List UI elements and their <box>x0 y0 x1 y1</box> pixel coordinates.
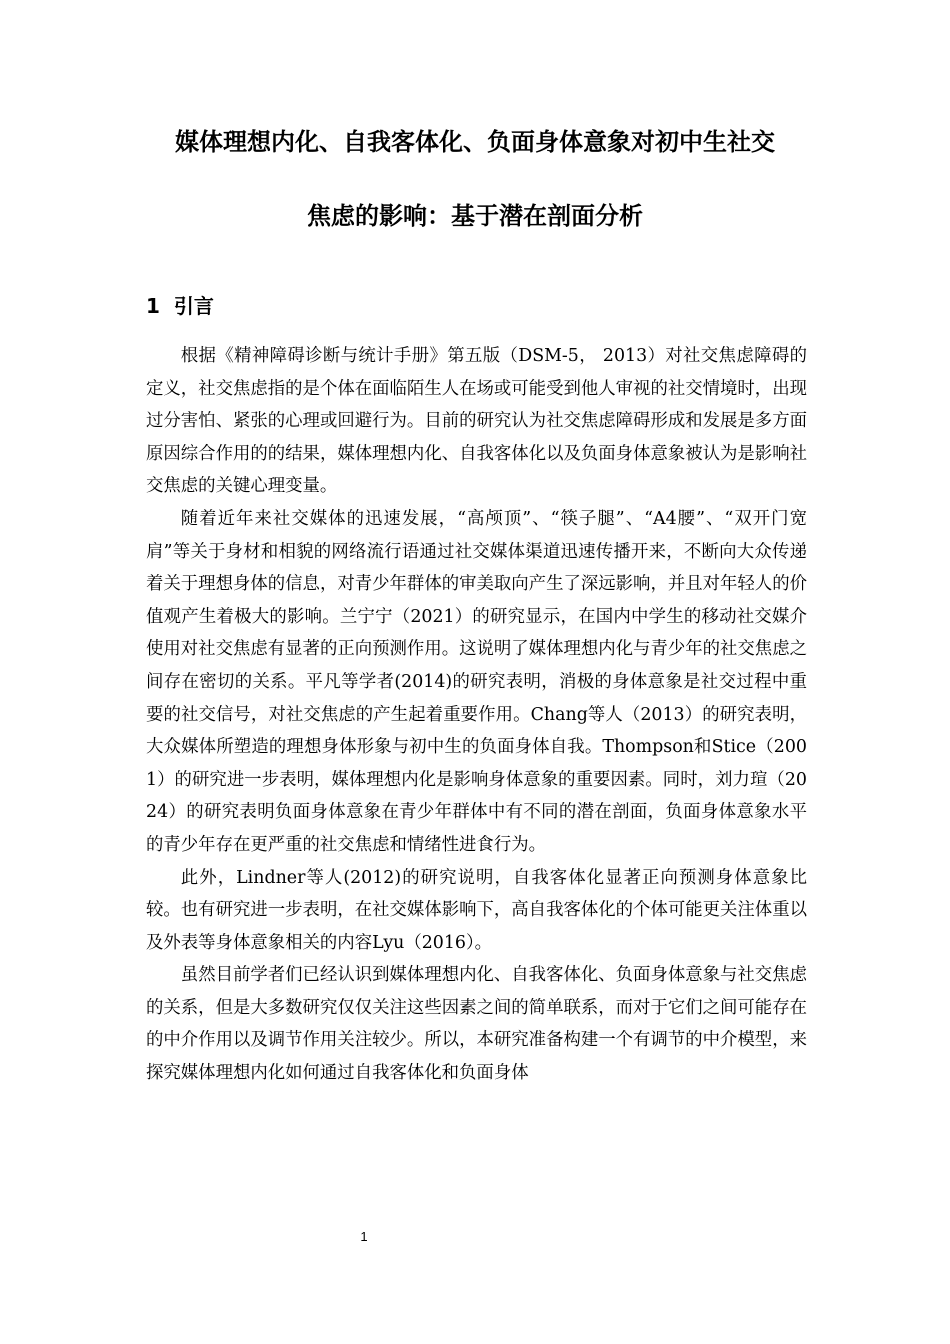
section-title: 引言 <box>173 294 214 318</box>
paragraph: 此外，Lindner等人(2012)的研究说明，自我客体化显著正向预测身体意象比较。也有研究进一步表明，在社交媒体影响下，高自我客体化的个体可能更关注体重以及外表等身体意象相关的内容Lyu（2016）。 <box>146 867 807 953</box>
paper-title-line-1: 媒体理想内化、自我客体化、负面身体意象对初中生社交 <box>175 128 775 156</box>
paragraph: 根据《精神障碍诊断与统计手册》第五版（DSM-5， 2013）对社交焦虑障碍的定义，社交焦虑指的是个体在面临陌生人在场或可能受到他人审视的社交情境时，出现过分害怕、紧张的心理或回避行为。目前的研究认为社交焦虑障碍形成和发展是多方面原因综合作用的的结果，媒体理想内化、自我客体化以及负面身体意象被认为是影响社交焦虑的关键心理变量。 <box>146 346 807 497</box>
paragraph: 虽然目前学者们已经认识到媒体理想内化、自我客体化、负面身体意象与社交焦虑的关系，但是大多数研究仅仅关注这些因素之间的简单联系，而对于它们之间可能存在的中介作用以及调节作用关注较少。所以，本研究准备构建一个有调节的中介模型，来探究媒体理想内化如何通过自我客体化和负面身体 <box>146 965 807 1084</box>
section-heading <box>146 291 214 321</box>
paragraph: 随着近年来社交媒体的迅速发展，“高颅顶”、“筷子腿”、“A4腰”、“双开门宽肩”等关于身材和相貌的网络流行语通过社交媒体渠道迅速传播开来，不断向大众传递着关于理想身体的信息，对青少年群体的审美取向产生了深远影响，并且对年轻人的价值观产生着极大的影响。兰宁宁（2021）的研究显示，在国内中学生的移动社交媒介使用对社交焦虑有显著的正向预测作用。这说明了媒体理想内化与青少年的社交焦虑之间存在密切的关系。平凡等学者(2014)的研究表明，消极的身体意象是社交过程中重要的社交信号，对社交焦虑的产生起着重要作用。Chang等人（2013）的研究表明，大众媒体所塑造的理想身体形象与初中生的负面身体自我。Thompson和Stice（2001）的研究进一步表明，媒体理想内化是影响身体意象的重要因素。同时，刘力瑄（2024）的研究表明负面身体意象在青少年群体中有不同的潜在剖面，负面身体意象水平的青少年存在更严重的社交焦虑和情绪性进食行为。 <box>146 508 807 855</box>
page-number: 1 <box>360 1229 368 1244</box>
body-text <box>146 340 807 1090</box>
paper-title-line-2: 焦虑的影响：基于潜在剖面分析 <box>307 202 643 230</box>
section-number: 1 <box>146 294 160 318</box>
